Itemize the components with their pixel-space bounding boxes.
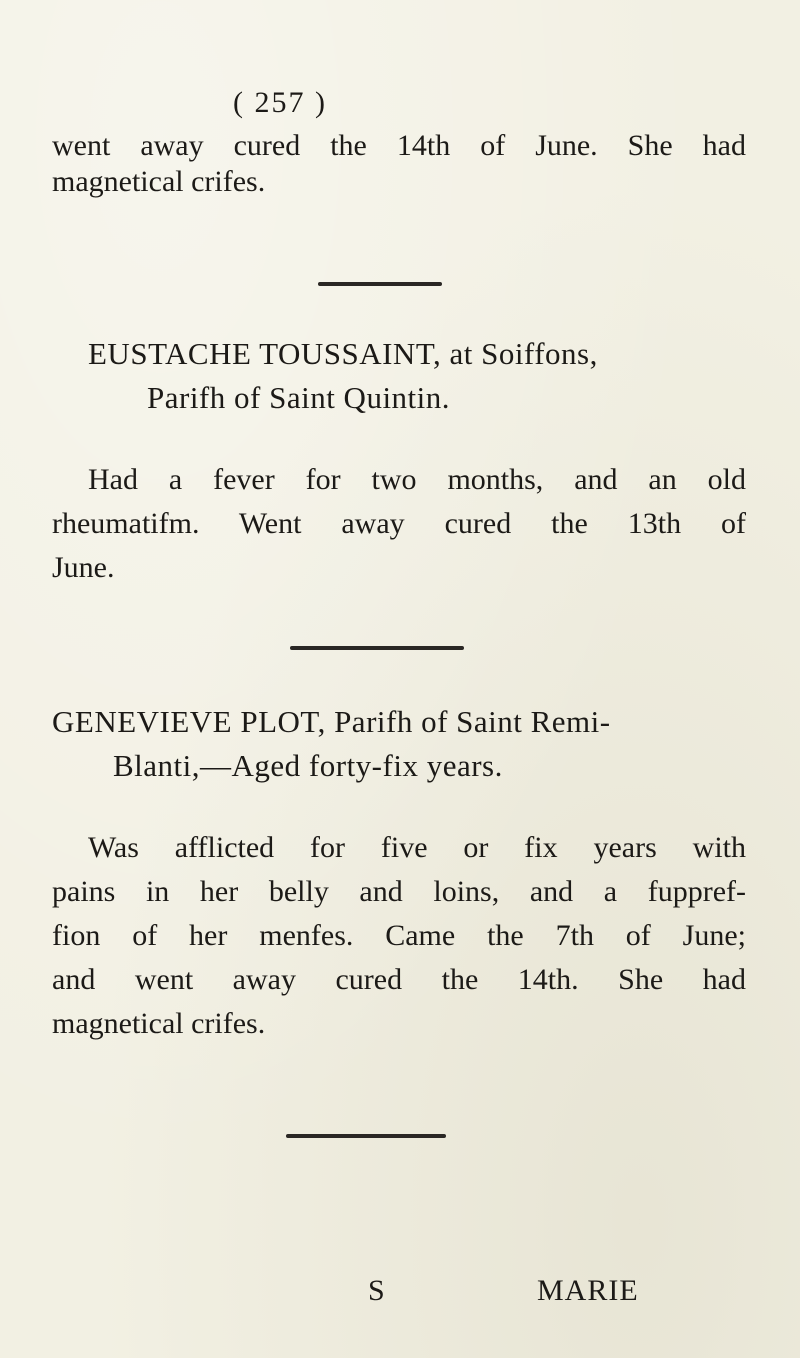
section-divider-2 (290, 646, 464, 650)
catchword: MARIE (537, 1274, 639, 1307)
page-number: ( 257 ) (233, 86, 327, 119)
entry-2-body-line-3: fion of her menfes. Came the 7th of June; (52, 919, 746, 952)
entry-2-body-line-2: pains in her belly and loins, and a fuppref- (52, 875, 746, 908)
entry-2-body-line-5: magnetical crifes. (52, 1007, 266, 1040)
intro-line-2: magnetical crifes. (52, 165, 266, 198)
entry-2-body-line-1: Was afflicted for five or fix years with (88, 831, 746, 864)
entry-1-heading-line-1: EUSTACHE TOUSSAINT, at Soiffons, (88, 336, 598, 371)
section-divider-1 (318, 282, 442, 286)
section-divider-3 (286, 1134, 446, 1138)
entry-1-body-line-3: June. (52, 551, 115, 584)
entry-1-heading-line-2: Parifh of Saint Quintin. (147, 380, 451, 415)
entry-2-body-line-4: and went away cured the 14th. She had (52, 963, 746, 996)
entry-2-heading-line-1: GENEVIEVE PLOT, Parifh of Saint Remi- (52, 704, 611, 739)
entry-2-heading-line-2: Blanti,—Aged forty-fix years. (113, 748, 503, 783)
intro-line-1: went away cured the 14th of June. She had (52, 129, 746, 162)
signature-mark: S (368, 1274, 385, 1307)
entry-1-body-line-2: rheumatifm. Went away cured the 13th of (52, 507, 746, 540)
entry-1-body-line-1: Had a fever for two months, and an old (88, 463, 746, 496)
